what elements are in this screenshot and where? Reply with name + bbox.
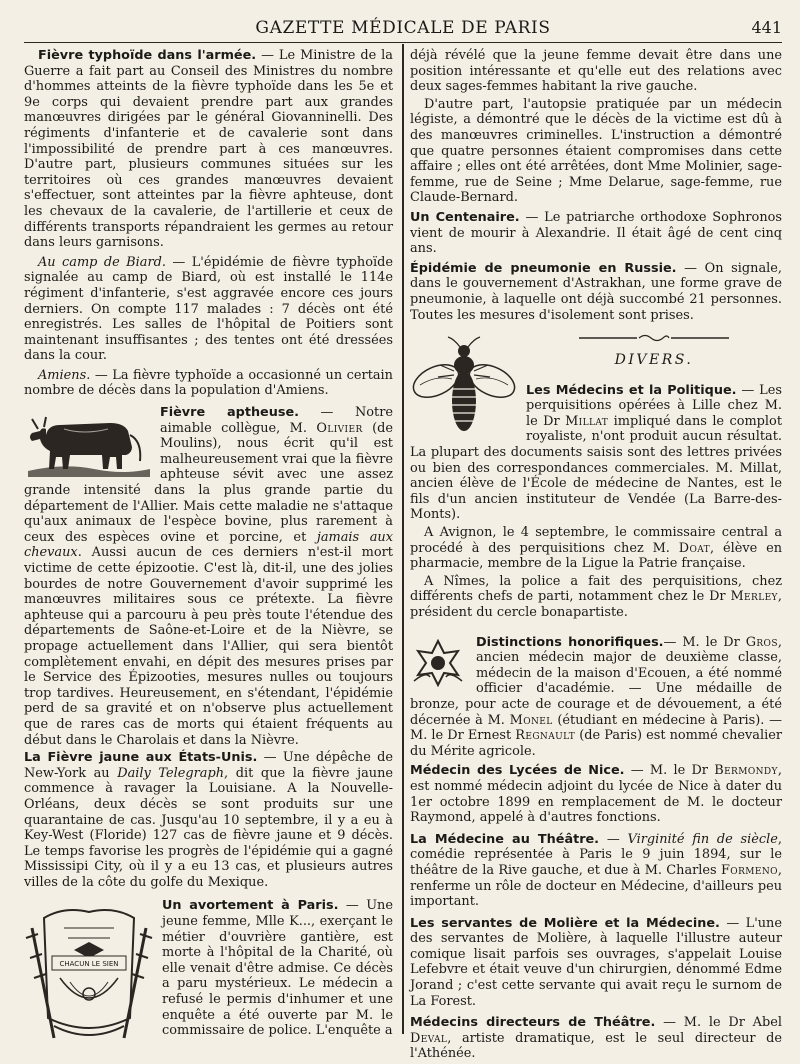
- article-text: — Notre aimable collègue, M.: [160, 405, 393, 436]
- person-name: Merley: [730, 589, 778, 605]
- article-text: (de Paris) est nommé chevalier du Mérite agricole.: [410, 728, 782, 759]
- article-text: , artiste dramatique, est le seul directeur de l'Athénée.: [410, 1030, 782, 1062]
- article-typhoid-army: [24, 48, 393, 251]
- article-text: — La fièvre typhoïde a occasionné un certain nombre de décès dans la population d'Amiens.: [24, 367, 393, 399]
- article-text: — Le patriarche orthodoxe Sophronos vient de mourir à Alexandrie. Il était âgé de cent cinq ans.: [410, 209, 782, 257]
- article-heading: Fièvre aptheuse.: [160, 405, 300, 421]
- divers-section: [410, 333, 782, 523]
- person-name: Deval: [410, 1030, 448, 1046]
- article-text: —: [599, 831, 628, 847]
- page-header: [24, 14, 782, 43]
- article-nimes: [410, 574, 782, 621]
- article-heading: Distinctions honorifiques.: [476, 634, 664, 650]
- article-text: , élève en pharmacie, membre de la Ligue la Patrie française.: [410, 540, 782, 572]
- article-fievre-aptheuse: [24, 405, 393, 748]
- article-text: — L'épidémie de fièvre typhoïde signalée au camp de Biard, où est installé le 114e régiment d'infanterie, s'est aggravée encore ces jours derniers. On compte 117 malades : 7 décès ont été enregistrés. Les salles de l'hôpital de Poitiers sont maintenant insuffisantes ; des tentes ont été dressées dans la cour.: [24, 254, 393, 364]
- article-heading: Épidémie de pneumonie en Russie.: [410, 260, 677, 276]
- section-title: DIVERS.: [614, 352, 694, 369]
- article-avignon: [410, 525, 782, 572]
- article-text: , dit que la fièvre jaune commence à ravager la Louisiane. A la Nouvelle-Orléans, deux décès se sont produits sur une quarantaine de cas. Jusqu'au 10 septembre, il y a eu à Key-West (Floride) 127 cas de fièvre jaune et 9 décès. Le temps favorise les progrès de l'épidémie qui a gagné Mississipi City, où il y a eu 13 cas, et plusieurs autres villes de la côte du golfe du Mexique.: [24, 765, 393, 890]
- article-heading: Au camp de Biard.: [38, 254, 166, 270]
- article-text: — Les perquisitions opérées à Lille chez M. le Dr: [526, 382, 782, 429]
- person-name: Formeno: [720, 862, 778, 878]
- person-name: Doat: [678, 540, 711, 556]
- person-name: Millat: [565, 413, 609, 429]
- article-yellow-fever: [24, 750, 393, 890]
- person-name: Bermondy: [714, 763, 778, 779]
- italic-text: Virginité fin de siècle: [627, 831, 778, 847]
- medal-illustration: [410, 637, 466, 689]
- article-text: , renferme un rôle de docteur en Médecine, d'ailleurs peu important.: [410, 862, 782, 910]
- article-avortement-p2: D'autre part, l'autopsie pratiquée par un médecin légiste, a démontré que le décès de la victime est dû à des manœuvres criminelles. L'instruction a démontré que quatre personnes étaient compromises dans cette affaire ; elles ont été arrêtées, dont Mme Molinier, sage-femme, rue de Seine ; Mme Delarue, sage-femme, rue Claude-Bernard.: [410, 96, 782, 206]
- page-number: 441: [751, 18, 782, 37]
- journal-title: GAZETTE MÉDICALE DE PARIS: [255, 18, 551, 38]
- article-heading: Les servantes de Molière et la Médecine.: [410, 915, 720, 931]
- article-text: , président du cercle bonapartiste.: [410, 589, 782, 620]
- ornamental-rule: [579, 333, 729, 343]
- article-centenaire: [410, 210, 782, 257]
- article-text: — On signale, dans le gouvernement d'Astrakhan, une forme grave de pneumonie, à laquelle ont déjà succombé 21 personnes. Toutes les mesures d'isolement sont prises.: [410, 260, 782, 323]
- person-name: Olivier: [316, 420, 363, 436]
- article-text: — M. le Dr: [663, 634, 746, 650]
- article-heading: La Fièvre jaune aux États-Unis.: [24, 750, 258, 766]
- article-heading: Amiens.: [38, 367, 91, 383]
- article-heading: Médecins directeurs de Théâtre.: [410, 1015, 656, 1031]
- article-text: — Une jeune femme, Mlle K..., exerçant le métier d'ouvrière gantière, est morte à l'hôpital de la Charité, où elle venait d'être admise. Ce décès a paru mystérieux. Le médecin a refusé le permis d'inhumer et une enquête a été ouverte par M. le commissaire de police. L'enquête a: [162, 898, 393, 1039]
- article-heading: Les Médecins et la Politique.: [526, 382, 737, 398]
- article-text: , ancien médecin major de deuxième classe, médecin de la maison d'Ecouen, a été nommé officier d'académie. — Une médaille de bronze, pour acte de courage et de dévouement, a été décernée à M.: [410, 634, 783, 728]
- italic-text: Daily Telegraph: [117, 765, 225, 781]
- article-text: , comédie représentée à Paris le 9 juin 1894, sur le théâtre de la Rive gauche, et due à M. Charles: [410, 831, 783, 878]
- left-column: [24, 48, 393, 1048]
- article-text: A Nîmes, la police a fait des perquisitions, chez différents chefs de parti, notamment chez le Dr: [410, 573, 782, 605]
- person-name: Gros: [745, 634, 778, 650]
- bee-illustration: [410, 335, 518, 439]
- article-heading: La Médecine au Théâtre.: [410, 831, 600, 847]
- person-name: Regnault: [515, 728, 576, 744]
- article-heading: Médecin des Lycées de Nice.: [410, 763, 625, 779]
- emblem-motto: CHACUN LE SIEN: [59, 960, 119, 969]
- article-amiens: [24, 368, 393, 399]
- article-distinctions: [410, 635, 782, 760]
- article-text: (de Moulins), nous écrit qu'il est malheureusement vrai que la fièvre aphteuse sévit avec une assez grande intensité dans la plus grande partie du département de l'Allier. Mais cette maladie ne s'attaque qu'aux animaux de l'espèce bovine, plus rarement à ceux des espèces ovine et porcine, et: [24, 420, 393, 545]
- article-medecine-theatre: [410, 832, 782, 910]
- article-text: — M. le Dr Abel: [655, 1015, 782, 1031]
- article-text: — Le Ministre de la Guerre a fait part au Conseil des Ministres du nombre d'hommes atteints de la fièvre typhoïde dans les 5e et 9e corps qui devaient prendre part aux grandes manœuvres dirigées par le général Giovanninelli. Des régiments d'infanterie et de cavalerie sont dans l'impossibilité de prendre part à ces manœuvres. D'autre part, plusieurs communes situées sur les territoires où ces grandes manœuvres devaient s'effectuer, sont atteintes par la fièvre aphteuse, dont les chevaux de la cavalerie, de l'artillerie et ceux de différents transports répandraient les germes au retour dans leurs garnisons.: [24, 48, 393, 251]
- article-text: — M. le Dr: [624, 763, 715, 779]
- article-heading: Un avortement à Paris.: [162, 898, 339, 914]
- italic-text: jamais aux chevaux: [24, 529, 393, 561]
- cow-illustration: [24, 405, 152, 479]
- article-text: , est nommé médecin adjoint du lycée de Nice à dater du 1er octobre 1899 en remplacement de M. le docteur Raymond, appelé à d'autres fonctions.: [410, 763, 782, 826]
- article-text: — Une dépêche de New-York au: [24, 750, 393, 781]
- article-text: . Aussi aucun de ces derniers n'est-il mort victime de cette épizootie. C'est là, dit-il, une des jolies bourdes de notre Gouvernement d'avoir supprimé les manœuvres militaires sous ce prétexte. La fièvre aphteuse qui a parcouru à peu près toute l'étendue des départements de Saône-et-Loire et de la Nièvre, se propage actuellement dans l'Allier, qui sera bientôt complètement envahi, en dépit des mesures prises par le Service des Épizooties, mesures nulles ou toujours trop tardives. Heureusement, en s'étendant, l'épidémie perd de sa gravité et on n'observe plus actuellement que de rares cas de morts qui étaient fréquents au début dans le Charolais et dans la Nièvre.: [24, 545, 393, 748]
- right-column: [410, 48, 782, 1064]
- article-avortement-cont: déjà révélé que la jeune femme devait être dans une position intéressante et qu'elle eut des relations avec deux sages-femmes habitant la rive gauche.: [410, 48, 782, 95]
- column-divider: [402, 44, 404, 1034]
- article-text: — L'une des servantes de Molière, à laquelle l'illustre auteur comique lisait parfois ses ouvrages, s'appelait Louise Lefebvre et était veuve d'un chirurgien, dénommé Edme Jorand ; c'est cette servante qui avait reçu le surnom de La Forest.: [410, 915, 782, 1009]
- person-name: Monel: [509, 712, 553, 728]
- article-heading: Un Centenaire.: [410, 209, 520, 225]
- article-lycees-nice: [410, 763, 782, 825]
- article-heading: Fièvre typhoïde dans l'armée.: [38, 48, 257, 63]
- emblem-illustration: [24, 898, 154, 1046]
- article-text: A Avignon, le 4 septembre, le commissaire central a procédé à des perquisitions chez M.: [410, 525, 782, 556]
- article-text: (étudiant en médecine à Paris). — M. le Dr Ernest: [410, 712, 782, 744]
- article-avortement: [24, 898, 393, 1038]
- article-text: impliqué dans le complot royaliste, n'ont produit aucun résultat. La plupart des documents saisis sont des lettres privées ou bien des correspondances commerciales. M. Millat, ancien élève de l'École de médecine de Nantes, est le fils d'un ancien instituteur de Vendée (La Barre-des-Monts).: [410, 413, 782, 523]
- article-servantes-moliere: [410, 916, 782, 1010]
- article-camp-biard: [24, 255, 393, 364]
- article-pneumonie: [410, 261, 782, 323]
